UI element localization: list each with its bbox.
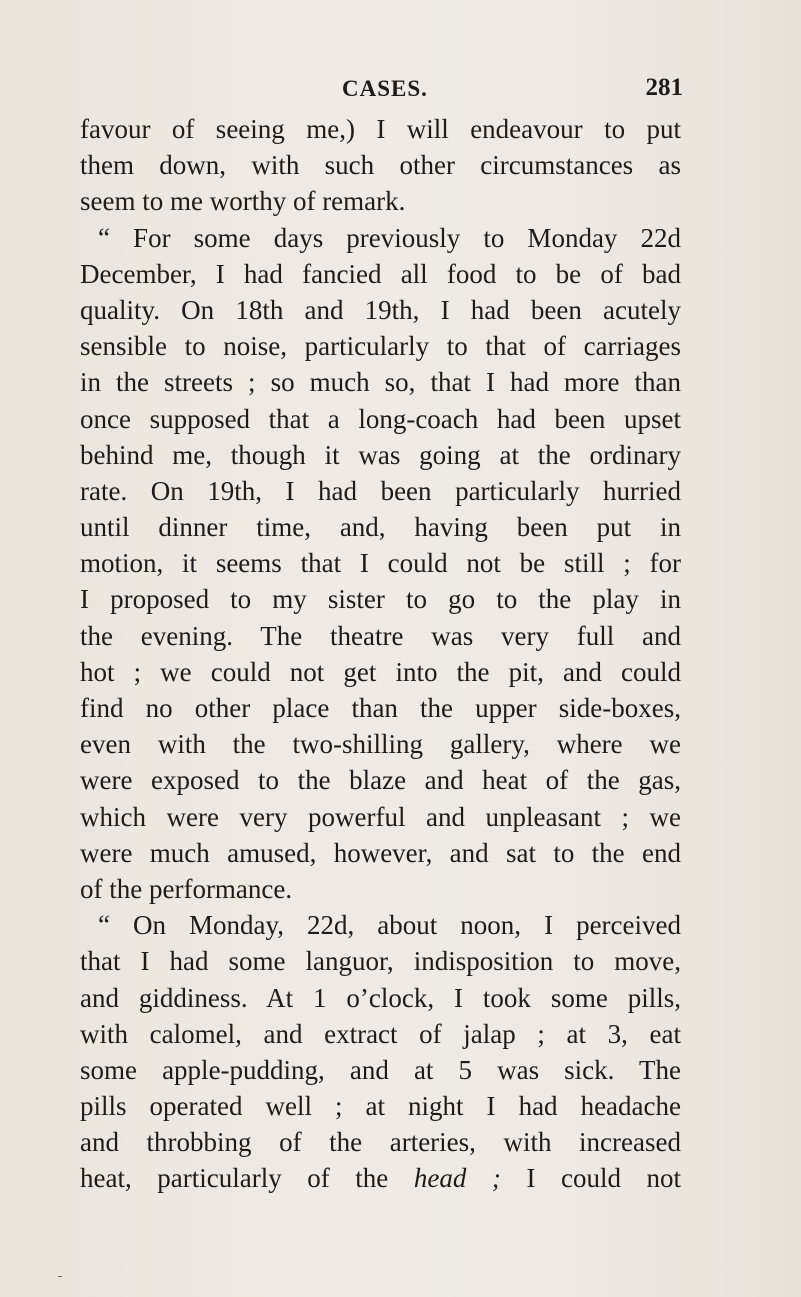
italic-word: head ; bbox=[413, 1163, 501, 1194]
text-line: December, I had fancied all food to be of bad bbox=[80, 258, 681, 289]
text-line: I proposed to my sister to go to the play in bbox=[80, 584, 681, 615]
text-line: behind me, though it was going at the ordinary bbox=[80, 439, 681, 470]
text-line: until dinner time, and, having been put in bbox=[80, 512, 681, 543]
running-head-title: CASES. bbox=[342, 76, 428, 101]
text-line: some apple-pudding, and at 5 was sick. The bbox=[80, 1054, 681, 1085]
text-line: which were very powerful and unpleasant ; we bbox=[80, 801, 681, 832]
text-line: quality. On 18th and 19th, I had been acutely bbox=[80, 294, 681, 325]
text-line: sensible to noise, particularly to that of carriages bbox=[80, 331, 681, 362]
text-line bbox=[80, 1160, 681, 1196]
text-line: pills operated well ; at night I had headache bbox=[80, 1091, 681, 1122]
text-line: were exposed to the blaze and heat of the gas, bbox=[80, 765, 681, 796]
text-line: hot ; we could not get into the pit, and could bbox=[80, 656, 681, 687]
text-line: motion, it seems that I could not be still ; for bbox=[80, 548, 681, 579]
text-line: of the performance. bbox=[80, 873, 293, 904]
text-line: even with the two-shilling gallery, where we bbox=[80, 729, 681, 760]
text-line: rate. On 19th, I had been particularly hurried bbox=[80, 475, 681, 506]
text-line: were much amused, however, and sat to the end bbox=[80, 837, 681, 868]
text-line: and giddiness. At 1 o’clock, I took some pills, bbox=[80, 982, 681, 1013]
text-line: the evening. The theatre was very full and bbox=[80, 620, 681, 651]
line-segment: heat, particularly of the bbox=[80, 1163, 389, 1194]
text-line: and throbbing of the arteries, with increased bbox=[80, 1127, 681, 1158]
text-line: favour of seeing me,) I will endeavour to put bbox=[80, 114, 681, 144]
text-line: once supposed that a long-coach had been upset bbox=[80, 403, 681, 434]
text-line: with calomel, and extract of jalap ; at 3, eat bbox=[80, 1018, 681, 1049]
text-line: find no other place than the upper side-boxes, bbox=[80, 693, 681, 723]
body-text bbox=[80, 111, 681, 1197]
text-line: in the streets ; so much so, that I had more than bbox=[80, 367, 681, 398]
text-line: “ For some days previously to Monday 22d bbox=[98, 222, 681, 253]
page-number: 281 bbox=[645, 74, 683, 101]
line-segment: I could not bbox=[526, 1163, 682, 1194]
text-line: “ On Monday, 22d, about noon, I perceived bbox=[98, 910, 681, 941]
text-line: seem to me worthy of remark. bbox=[80, 186, 406, 217]
text-line: that I had some languor, indisposition to move, bbox=[80, 946, 681, 977]
margin-mark bbox=[58, 1276, 62, 1277]
text-line: them down, with such other circumstances as bbox=[80, 150, 681, 181]
